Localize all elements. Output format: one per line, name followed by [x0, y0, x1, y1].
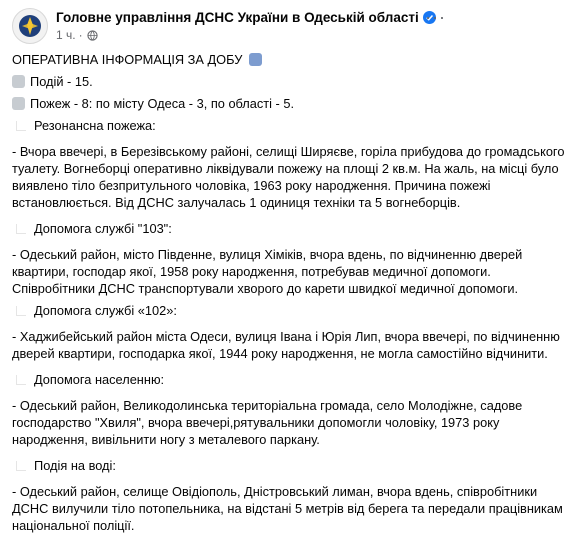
post-content — [12, 51, 564, 534]
globe-icon[interactable] — [87, 30, 98, 41]
section-text-line: - Хаджибейський район міста Одеси, вулиця Івана і Юрія Лип, вчора ввечері, по відчиненню — [12, 329, 560, 344]
section-text-line: виявлено тіло безпритульного чоловіка, 1963 року народження. Причина пожежі — [12, 178, 491, 193]
section-heading-row — [12, 457, 448, 474]
section-text-line: дверей квартири, господарка якої, 1944 року народження, не могла самостійно відчинити. — [12, 346, 548, 361]
section-text-line: - Вчора ввечері, в Березівському районі, селищі Ширяєве, горіла прибудова до громадського — [12, 144, 564, 159]
bullet-icon — [16, 306, 26, 316]
more-options-button[interactable]: ··· — [425, 7, 446, 27]
meta-separator: · — [78, 28, 83, 42]
section-text-line: квартири, господар якої, 1958 року народження, потребував медичної допомоги. — [12, 264, 491, 279]
section-text-line: ДСНС вилучили тіло потопельника, на відстані 5 метрів від берега та передали працівникам — [12, 501, 563, 516]
page-name-link[interactable]: Головне управління ДСНС України в Одеській області — [56, 10, 419, 25]
section-text-line: господарство "Хвиля", вчора ввечері,рятувальники допомогли чоловіку, 1973 року — [12, 415, 500, 430]
fires-count: Пожеж - 8: по місту Одеса - 3, по області - 5. — [30, 96, 295, 111]
down-arrow-emoji-icon — [249, 53, 262, 66]
section-text-line: - Одеський район, селище Овідіополь, Дністровський лиман, вчора вдень, співробітники — [12, 484, 538, 499]
bullet-icon — [16, 121, 26, 131]
events-line — [12, 73, 448, 90]
section-text-line: народження, вивільнити ногу з металевого паркану. — [12, 432, 320, 447]
section-text-line: національної поліції. — [12, 518, 135, 533]
section-help-population — [12, 371, 523, 448]
events-count: Подій - 15. — [30, 74, 93, 89]
dsns-emblem-icon — [17, 13, 43, 39]
section-help-102 — [12, 302, 560, 362]
section-heading: Допомога населенню: — [34, 372, 165, 387]
section-heading: Резонансна пожежа: — [34, 118, 156, 133]
post-header-text — [56, 8, 436, 42]
post-time-link[interactable]: 1 ч. — [56, 28, 76, 42]
post-header — [12, 8, 448, 48]
bullet-icon — [16, 375, 26, 385]
section-water-event — [12, 457, 563, 534]
section-resonant-fire — [12, 117, 564, 211]
section-text-line: туалету. Вогнеборці оперативно ліквідували пожежу на площі 2 кв.м. На жаль, на місці було — [12, 161, 559, 176]
section-heading: Допомога службі «102»: — [34, 303, 177, 318]
page-name-row — [56, 10, 436, 25]
section-text-line: Співробітники ДСНС транспортували хворого до карети швидкої медичної допомоги. — [12, 281, 519, 296]
section-heading-row — [12, 117, 448, 134]
post-title: ОПЕРАТИВНА ІНФОРМАЦІЯ ЗА ДОБУ — [12, 52, 243, 67]
bullet-icon — [16, 461, 26, 471]
post-title-line — [12, 51, 448, 68]
section-text-line: встановлюється. Від ДСНС залучалась 1 одиниця техніки та 5 вогнеборців. — [12, 195, 461, 210]
section-heading-row — [12, 220, 448, 237]
section-text-line: - Одеський район, місто Південне, вулиця Хіміків, вчора вдень, по відчиненню дверей — [12, 247, 523, 262]
section-help-103 — [12, 220, 523, 297]
section-heading: Подія на воді: — [34, 458, 116, 473]
square-button-emoji-icon — [12, 97, 25, 110]
post-meta — [56, 28, 436, 42]
square-button-emoji-icon — [12, 75, 25, 88]
section-heading: Допомога службі "103": — [34, 221, 172, 236]
bullet-icon — [16, 224, 26, 234]
page-avatar[interactable] — [12, 8, 48, 44]
section-heading-row — [12, 302, 448, 319]
section-heading-row — [12, 371, 448, 388]
section-text-line: - Одеський район, Великодолинська територіальна громада, село Молодіжне, садове — [12, 398, 523, 413]
fires-line — [12, 95, 448, 112]
